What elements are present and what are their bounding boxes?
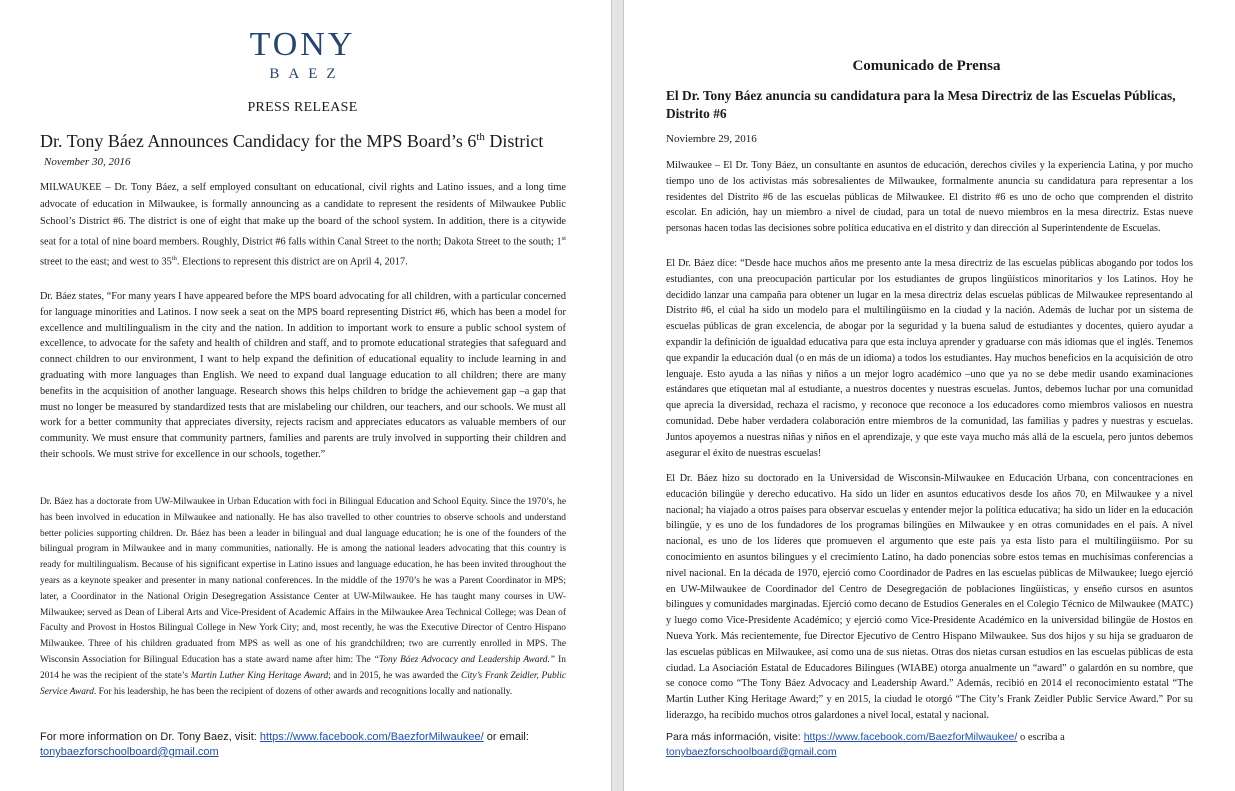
paragraph-intro-spanish: Milwaukee – El Dr. Tony Báez, un consultante en asuntos de educación, derechos civiles y la experiencia Latina, y por mucho tiempo uno de los activistas más sobresalientes de Milwaukee, formalmente anuncia su candidatura para representar a los residentes del Distrito #6 de las escuelas públicas de Milwaukee. El distrito #6 es uno de ocho que comprenden el distrito escolar. En adición, hay un miembro a nivel de ciudad, para un total de nuevo miembros en la mesa directriz. Estas nueve personas hacen todas las decisiones sobre política educativa en el distrito y dan dirección al Superintendente de Escuelas. [666, 160, 1193, 235]
p3-text-b: In 2014 he was the recipient of the state’s [40, 654, 566, 681]
page-title-spanish: El Dr. Tony Báez anuncia su candidatura para la Mesa Directriz de las Escuelas Públicas, Distrito #6 [666, 88, 1176, 121]
footer-middle-es: o escriba a [1017, 732, 1065, 743]
p1-text-b: street to the east; and west to 35 [40, 256, 172, 268]
title-tail: District [484, 131, 544, 151]
paragraph-bio-english [40, 495, 566, 700]
page-english [0, 0, 612, 791]
award-mlk: Martin Luther King Heritage Award [190, 670, 329, 681]
footer-middle: or email: [483, 731, 529, 743]
logo-name: TONY [249, 26, 356, 63]
contact-footer-english [40, 730, 580, 760]
page-title-english [40, 131, 543, 152]
date-spanish: Noviembre 29, 2016 [666, 133, 757, 145]
award-advocacy: “Tony Báez Advocacy and Leadership Award.” [373, 654, 556, 665]
p3-text-d: . For his leadership, he has been the recipient of dozens of other awards and recognitions locally and nationally. [93, 686, 513, 697]
award-zeidler: City’s Frank Zeidler, Public Service Award [40, 670, 566, 697]
contact-footer-spanish [666, 730, 1206, 760]
press-release-heading-spanish: Comunicado de Prensa [852, 58, 1001, 74]
p3-text-a: Dr. Báez has a doctorate from UW-Milwaukee in Urban Education with foci in Bilingual Education and School Equity. Since the 1970’s, he has been involved in education in Milwaukee and nationally. He has also travelled to other countries to observe schools and understand better policies supporting children. Dr. Báez has been a leader in bilingual and dual language education; he is one of the founders of the bilingual program in Milwaukee and in many communities, nationally. He is among the national leaders advocating that this country is ready for multilingualism. Because of his significant expertise in Latino issues and language education, he has been invited throughout the years as a keynote speaker and presenter in many national conferences. In the middle of the 1970’s he was a Parent Coordinator in MPS; later, a Coordinator in the National Origin Desegregation Assistance Center at UW-Milwaukee. He has taught many courses in UW-Milwaukee; served as Dean of Liberal Arts and Vice-President of Academic Affairs in the Milwaukee Area Technical College; was Dean of Faculty and Provost in Hostos Bilingual College in New York City; and, most recently, he was the Executive Director of Centro Hispano Milwaukee. Three of his children graduated from MPS as well as one of his grandchildren; two are currently enrolled in MPS. The Wisconsin Association for Bilingual Education has a state award name after him: The [40, 497, 566, 665]
email-link-es[interactable]: tonybaezforschoolboard@gmail.com [666, 746, 837, 758]
paragraph-bio-spanish: El Dr. Báez hizo su doctorado en la Universidad de Wisconsin-Milwaukee en Educación Urbana, con concentraciones en educación bilingüe y derecho educativo. Ha sido un líder en asuntos educativos desde los años 70, en Milwaukee y a nivel nacional; ha viajado a otros países para observar escuelas y entender mejor la política educativa; ha sido un líder en la educación bilingüe, y es uno de los fundadores de los programas bilingües en Milwaukee y en otras comunidades en el país. A nivel nacional, es uno de los líderes que promueven el argumento que este país ya esta listo para el multilingüismo. Por su conocimiento en asuntos bilingues y el crecimiento Latino, ha dado ponencias sobre estos temas en muchísimas conferencias a nivel nacional. En la década de 1970, ejerció como Coordinador de Padres en las escuelas públicas de Milwaukee; luego ejerció en UW-Milwaukee de Coordinador del Centro de Desegregación de poblaciones lingüísticas, y enseño cursos en asuntos bilingues y comunidades marginadas. Ejerció como decano de Estudios Generales en el Colegio Técnico de Milwaukee (MATC) y luego como Vice-Presidente Académico; y ejerció como Vice-Presidente Académico en la universidad bilingüe de Hostos en Nueva York. Más recientemente, fue Director Ejecutivo de Centro Hispano Milwaukee. Sus dos hijos y su hija se graduaron de las escuelas públicas en Milwaukee, así como una de sus nietas. Otras dos nietas cursan estudios en las escuelas públicas de esta ciudad. La Asociación Estatal de Educadores Bilingues (WIABE) otorga anualmente un “award” o galardón en su nombre, que se conoce como “The Tony Báez Advocacy and Leadership Award.” Además, recibió en 2014 el reconocimiento estatal “The Martin Luther King Heritage Award;” y en 2015, la ciudad le otorgó “The City’s Frank Zeidler Public Service Award.” Por su liderazgo, ha recibido muchos otros galardones a nivel local, estatal y nacional. [666, 473, 1193, 721]
footer-prefix: For more information on Dr. Tony Baez, visit: [40, 731, 260, 743]
facebook-link-es[interactable]: https://www.facebook.com/BaezforMilwaukee/ [803, 731, 1018, 743]
facebook-link[interactable]: https://www.facebook.com/BaezforMilwaukee/ [259, 731, 484, 743]
paragraph-quote-english: Dr. Báez states, “For many years I have appeared before the MPS board advocating for all children, with a particular concerned for language minorities and Latinos. I now seek a seat on the MPS board representing District #6, which has been a model for excellence and multilingualism in the city and the nation. In addition to important work to ensure a public school system of excellence, to advocate for the safety and health of children and staff, and to promote educational strategies that safeguard and connect children to our environment, I want to help expand the definition of educational equality to include learning in and graduating with more languages than English. We need to expand dual language education to all children; there are many benefits in the acquisition of another language. Research shows this helps children to bridge the achievement gap –a gap that must no longer be measured by standardized tests that are mislabeling our children, our teachers, and our schools. We must all work for a better community that appreciates diversity, rejects racism and appreciates educators as valuable members of our community. We must ensure that community partners, families and parents are truly involved in supporting their children and their schools. We must strive for excellence in our schools, together.” [40, 291, 566, 460]
p1-text-c: . Elections to represent this district are on April 4, 2017. [176, 256, 408, 268]
paragraph-quote-spanish: El Dr. Báez dice: “Desde hace muchos años me presento ante la mesa directriz de las escuelas públicas abogando por todos los estudiantes, con una preocupación particular por los estudiantes de grupos lingüísticos minoritarios y los Latinos. Hoy he decidido lanzar una campaña para obtener un lugar en la mesa directriz delas escuelas públicas de Milwaukee representando al Distrito #6, el cúal ha sido un modelo para el multilingüismo en la ciudad y la nación. Además de luchar por un sistema de escuelas públicas de gran excelencia, de abogar por la seguridad y la buena salud de estudiantes y docentes, quiero ayudar a expandir la definición de igualdad educativa para que esta incluya aprender y graduarse con más idiomas que el inglés. Tenemos que expandir la educación dual (o en más de un idioma) a todos los estudiantes. Hay muchos beneficios en la acquisición de otro lenguaje. Esto ayuda a las niñas y niños a un mejor logro académico –uno que ya no se debe medir usando examinaciones estándares que etiquetan mal al estudiante, a nuestros docentes y nuestras escuelas. Juntos, debemos luchar por una comunidad que aprecia la diversidad, rechaza el racismo, y reconoce que reconoce a los educadores como miembros valiosos en nuestra comunidad. Debe haber verdadera colaboración entre miembros de la comunidad, las familias y padres y nuestras y escuelas. Juntos apoyemos a nuestras niñas y niños en el aprendizaje, y que este vaya mucho más allá de la escuela, pero juntos debemos asegurar el éxito de nuestras escuelas! [666, 258, 1193, 459]
p1-sup-st: st [561, 234, 566, 242]
paragraph-intro-english [40, 180, 566, 271]
p1-text-a: MILWAUKEE – Dr. Tony Báez, a self employed consultant on educational, civil rights and Latino issues, and a long time advocate of education in Milwaukee, is formally announcing as a candidate to represent the residents of Milwaukee Public School’s District #6. The district is one of eight that make up the board of the school system. In addition, there is a citywide seat for a total of nine board members. Roughly, District #6 falls within Canal Street to the north; Dakota Street to the south; 1 [40, 182, 566, 248]
p1-sup-th: th [171, 255, 177, 263]
footer-prefix-es: Para más información, visite: [666, 731, 804, 743]
email-link[interactable]: tonybaezforschoolboard@gmail.com [40, 746, 219, 758]
logo-surname: BAEZ [269, 66, 345, 82]
title-main: Dr. Tony Báez Announces Candidacy for the MPS Board’s 6 [40, 131, 477, 151]
p3-text-c: ; and in 2015, he was awarded the [328, 670, 461, 681]
press-release-heading: PRESS RELEASE [247, 100, 358, 115]
page-spanish [623, 0, 1235, 791]
title-superscript: th [476, 131, 485, 143]
date-english: November 30, 2016 [44, 156, 131, 168]
